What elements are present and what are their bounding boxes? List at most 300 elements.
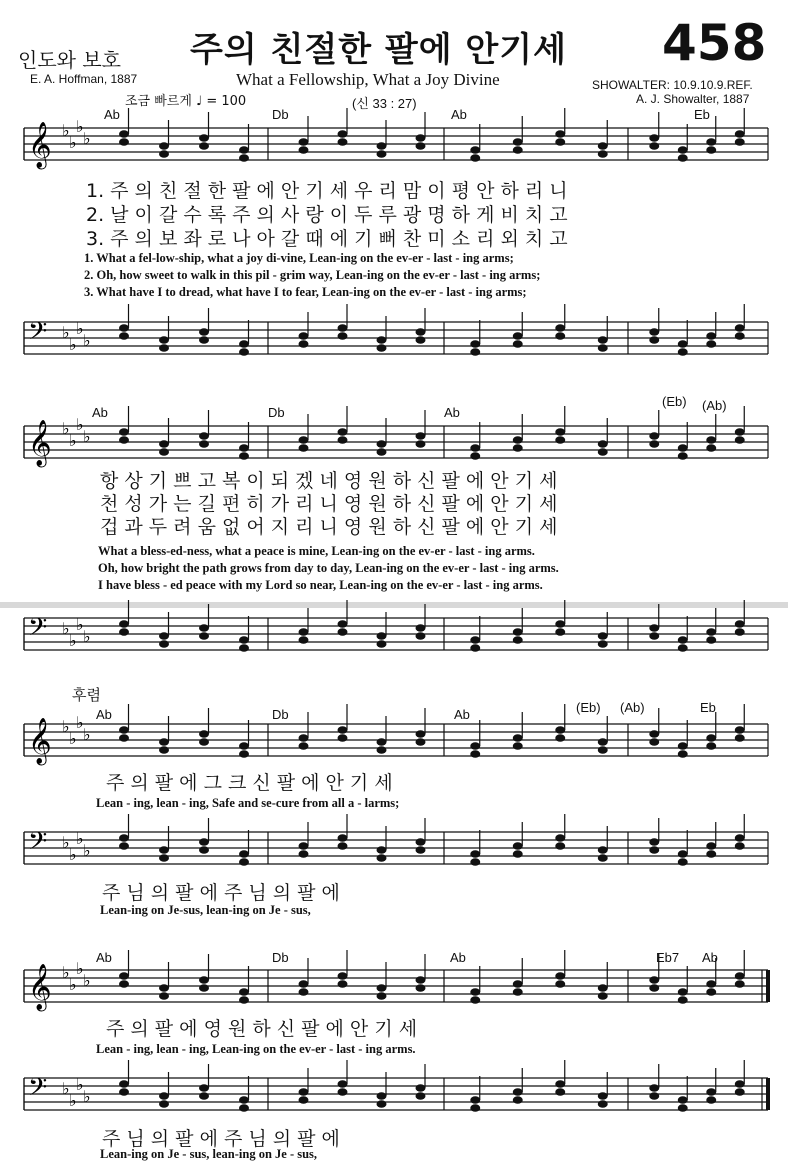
flat-icon: ♭	[69, 729, 77, 748]
english-lyric-verse-2: 2. Oh, how sweet to walk in this pil - grim way, Lean-ing on the ev-er - last - ing arms;	[84, 268, 541, 282]
note-head	[338, 332, 348, 340]
note-head	[470, 340, 480, 348]
flat-icon: ♭	[69, 431, 77, 450]
chord-symbol: (Eb)	[662, 394, 687, 409]
note-head	[598, 336, 608, 344]
note-head	[377, 738, 387, 746]
scripture-reference: (신 33 : 27)	[352, 96, 417, 111]
note-head	[377, 854, 387, 862]
note-head	[416, 1084, 426, 1092]
flat-icon: ♭	[69, 1091, 77, 1110]
english-lyric-verse-1: What a bless-ed-ness, what a peace is mine, Lean-ing on the ev-er - last - ing arms.	[98, 544, 535, 558]
bass-clef-icon: 𝄢	[28, 1073, 48, 1108]
bass-staff	[0, 824, 788, 874]
note-head	[735, 1088, 745, 1096]
chord-symbol: (Ab)	[702, 398, 727, 413]
note-head	[239, 452, 249, 460]
note-head	[159, 846, 169, 854]
flat-icon: ♭	[83, 129, 91, 148]
note-head	[239, 154, 249, 162]
note-head	[199, 632, 209, 640]
note-head	[299, 988, 309, 996]
note-head	[159, 1092, 169, 1100]
note-head	[239, 444, 249, 452]
note-head	[555, 138, 565, 146]
note-head	[706, 444, 716, 452]
composer-credit: A. J. Showalter, 1887	[636, 92, 750, 106]
note-head	[119, 332, 129, 340]
bass-clef-icon: 𝄢	[28, 317, 48, 352]
note-head	[649, 976, 659, 984]
note-head	[299, 628, 309, 636]
flat-icon: ♭	[83, 725, 91, 744]
bass-staff	[0, 610, 788, 660]
note-head	[706, 138, 716, 146]
note-head	[239, 750, 249, 758]
flat-icon: ♭	[62, 121, 70, 140]
note-head	[470, 750, 480, 758]
note-head	[555, 1080, 565, 1088]
note-head	[513, 340, 523, 348]
note-head	[338, 834, 348, 842]
note-head	[735, 842, 745, 850]
chord-symbol: Ab	[451, 107, 467, 122]
note-head	[119, 726, 129, 734]
note-head	[735, 138, 745, 146]
note-head	[416, 838, 426, 846]
note-head	[513, 436, 523, 444]
english-bass-lyric: Lean-ing on Je-sus, lean-ing on Je - sus,	[100, 903, 311, 917]
note-head	[239, 742, 249, 750]
note-head	[470, 742, 480, 750]
flat-icon: ♭	[69, 975, 77, 994]
note-head	[338, 138, 348, 146]
note-head	[555, 1088, 565, 1096]
note-head	[470, 858, 480, 866]
note-head	[598, 640, 608, 648]
note-head	[299, 1096, 309, 1104]
note-head	[649, 730, 659, 738]
note-head	[377, 640, 387, 648]
note-head	[159, 448, 169, 456]
lyricist-credit: E. A. Hoffman, 1887	[30, 72, 138, 86]
flat-icon: ♭	[83, 627, 91, 646]
korean-lyric-verse-3: 겁 과 두 려 움 없 어 지 리 니 영 원 하 신 팔 에 안 기 세	[100, 516, 558, 538]
flat-icon: ♭	[69, 845, 77, 864]
korean-lyric-verse-1: 1. 주 의 친 절 한 팔 에 안 기 세 우 리 맘 이 평 안 하 리 니	[86, 180, 568, 202]
note-head	[706, 742, 716, 750]
hymn-category: 인도와 보호	[18, 48, 121, 72]
note-head	[119, 1088, 129, 1096]
note-head	[199, 336, 209, 344]
note-head	[299, 980, 309, 988]
note-head	[470, 1104, 480, 1112]
note-head	[199, 1092, 209, 1100]
note-head	[377, 150, 387, 158]
note-head	[678, 452, 688, 460]
note-head	[199, 846, 209, 854]
treble-staff	[0, 117, 788, 170]
note-head	[119, 138, 129, 146]
note-head	[678, 858, 688, 866]
note-head	[338, 1080, 348, 1088]
note-head	[119, 620, 129, 628]
note-head	[199, 328, 209, 336]
note-head	[416, 738, 426, 746]
note-head	[735, 436, 745, 444]
note-head	[470, 146, 480, 154]
hymn-title-korean: 주의 친절한 팔에 안기세	[190, 30, 567, 70]
note-head	[678, 348, 688, 356]
note-head	[598, 746, 608, 754]
note-head	[706, 636, 716, 644]
note-head	[649, 432, 659, 440]
flat-icon: ♭	[62, 323, 70, 342]
chord-symbol: Ab	[454, 707, 470, 722]
note-head	[159, 150, 169, 158]
note-head	[678, 750, 688, 758]
note-head	[299, 436, 309, 444]
note-head	[159, 336, 169, 344]
korean-bass-lyric: 주 님 의 팔 에 주 님 의 팔 에	[102, 882, 340, 904]
flat-icon: ♭	[83, 1087, 91, 1106]
note-head	[199, 432, 209, 440]
note-head	[513, 980, 523, 988]
note-head	[377, 746, 387, 754]
korean-lyric-verse-2: 2. 날 이 갈 수 록 주 의 사 랑 이 두 루 광 명 하 게 비 치 고	[86, 204, 568, 226]
note-head	[199, 142, 209, 150]
note-head	[416, 134, 426, 142]
note-head	[735, 332, 745, 340]
note-head	[338, 428, 348, 436]
note-head	[513, 842, 523, 850]
note-head	[678, 636, 688, 644]
note-head	[555, 130, 565, 138]
note-head	[598, 992, 608, 1000]
note-head	[416, 624, 426, 632]
note-head	[470, 850, 480, 858]
note-head	[735, 428, 745, 436]
note-head	[199, 624, 209, 632]
note-head	[513, 1096, 523, 1104]
hymn-number: 458	[662, 14, 767, 72]
note-head	[377, 992, 387, 1000]
note-head	[555, 972, 565, 980]
note-head	[735, 972, 745, 980]
note-head	[377, 448, 387, 456]
note-head	[159, 632, 169, 640]
note-head	[416, 1092, 426, 1100]
note-head	[555, 734, 565, 742]
note-head	[735, 1080, 745, 1088]
note-head	[377, 846, 387, 854]
note-head	[649, 624, 659, 632]
note-head	[649, 846, 659, 854]
flat-icon: ♭	[76, 829, 84, 848]
note-head	[513, 988, 523, 996]
flat-icon: ♭	[62, 419, 70, 438]
chord-symbol: Eb7	[656, 950, 680, 965]
note-head	[239, 636, 249, 644]
note-head	[338, 842, 348, 850]
note-head	[119, 1080, 129, 1088]
flat-icon: ♭	[83, 971, 91, 990]
note-head	[735, 726, 745, 734]
flat-icon: ♭	[62, 1079, 70, 1098]
note-head	[598, 150, 608, 158]
korean-lyric-refrain: 주 의 팔 에 영 원 하 신 팔 에 안 기 세	[106, 1018, 418, 1040]
note-head	[706, 842, 716, 850]
note-head	[159, 854, 169, 862]
english-lyric-refrain: Lean - ing, lean - ing, Lean-ing on the ev-er - last - ing arms.	[96, 1042, 416, 1056]
note-head	[598, 846, 608, 854]
note-head	[119, 834, 129, 842]
flat-icon: ♭	[83, 841, 91, 860]
chord-symbol: Ab	[702, 950, 718, 965]
flat-icon: ♭	[76, 319, 84, 338]
note-head	[338, 324, 348, 332]
note-head	[513, 742, 523, 750]
note-head	[416, 440, 426, 448]
note-head	[513, 636, 523, 644]
note-head	[199, 738, 209, 746]
note-head	[416, 976, 426, 984]
note-head	[470, 154, 480, 162]
note-head	[377, 336, 387, 344]
chord-symbol: Ab	[92, 405, 108, 420]
note-head	[649, 440, 659, 448]
chord-symbol: Eb	[700, 700, 716, 715]
tune-meter: SHOWALTER: 10.9.10.9.REF.	[592, 78, 753, 92]
note-head	[159, 738, 169, 746]
note-head	[159, 344, 169, 352]
note-head	[513, 444, 523, 452]
english-lyric-verse-2: Oh, how bright the path grows from day to day, Lean-ing on the ev-er - last - ing arms.	[98, 561, 559, 575]
hymn-title-english: What a Fellowship, What a Joy Divine	[236, 70, 500, 89]
note-head	[649, 984, 659, 992]
note-head	[377, 1092, 387, 1100]
note-head	[416, 336, 426, 344]
note-head	[239, 850, 249, 858]
chord-symbol: Ab	[450, 950, 466, 965]
note-head	[678, 644, 688, 652]
note-head	[119, 980, 129, 988]
note-head	[706, 340, 716, 348]
note-head	[338, 980, 348, 988]
bass-clef-icon: 𝄢	[28, 827, 48, 862]
note-head	[598, 448, 608, 456]
treble-clef-icon: 𝄞	[28, 420, 52, 466]
note-head	[706, 628, 716, 636]
note-head	[299, 146, 309, 154]
chord-symbol: Ab	[96, 707, 112, 722]
note-head	[338, 436, 348, 444]
note-head	[470, 988, 480, 996]
note-head	[678, 146, 688, 154]
english-lyric-refrain: Lean - ing, lean - ing, Safe and se-cure from all a - larms;	[96, 796, 400, 810]
note-head	[555, 980, 565, 988]
note-head	[299, 1088, 309, 1096]
note-head	[199, 730, 209, 738]
note-head	[299, 444, 309, 452]
scan-divider	[0, 602, 788, 608]
note-head	[735, 980, 745, 988]
note-head	[706, 1096, 716, 1104]
note-head	[513, 146, 523, 154]
note-head	[513, 138, 523, 146]
flat-icon: ♭	[62, 833, 70, 852]
note-head	[199, 838, 209, 846]
note-head	[678, 988, 688, 996]
note-head	[338, 726, 348, 734]
english-bass-lyric: Lean-ing on Je - sus, lean-ing on Je - sus,	[100, 1147, 318, 1161]
note-head	[649, 1084, 659, 1092]
note-head	[338, 972, 348, 980]
flat-icon: ♭	[76, 713, 84, 732]
note-head	[377, 142, 387, 150]
note-head	[735, 620, 745, 628]
note-head	[159, 746, 169, 754]
note-head	[338, 1088, 348, 1096]
chord-symbol: (Ab)	[620, 700, 645, 715]
note-head	[377, 440, 387, 448]
flat-icon: ♭	[69, 631, 77, 650]
note-head	[338, 628, 348, 636]
note-head	[159, 992, 169, 1000]
note-head	[199, 440, 209, 448]
note-head	[706, 1088, 716, 1096]
treble-clef-icon: 𝄞	[28, 964, 52, 1010]
chord-symbol: Db	[272, 107, 289, 122]
note-head	[470, 636, 480, 644]
note-head	[598, 738, 608, 746]
note-head	[119, 628, 129, 636]
note-head	[706, 436, 716, 444]
bass-clef-icon: 𝄢	[28, 613, 48, 648]
note-head	[416, 142, 426, 150]
note-head	[159, 640, 169, 648]
note-head	[649, 134, 659, 142]
note-head	[416, 328, 426, 336]
note-head	[598, 440, 608, 448]
flat-icon: ♭	[62, 717, 70, 736]
note-head	[555, 628, 565, 636]
note-head	[513, 628, 523, 636]
note-head	[678, 742, 688, 750]
note-head	[470, 444, 480, 452]
note-head	[555, 620, 565, 628]
note-head	[119, 436, 129, 444]
note-head	[299, 332, 309, 340]
note-head	[299, 340, 309, 348]
flat-icon: ♭	[76, 1075, 84, 1094]
note-head	[555, 332, 565, 340]
note-head	[555, 834, 565, 842]
flat-icon: ♭	[76, 415, 84, 434]
note-head	[119, 130, 129, 138]
note-head	[239, 858, 249, 866]
note-head	[416, 984, 426, 992]
chord-symbol: Db	[268, 405, 285, 420]
flat-icon: ♭	[69, 133, 77, 152]
treble-staff	[0, 415, 788, 468]
english-lyric-verse-3: 3. What have I to dread, what have I to fear, Lean-ing on the ev-er - last - ing arms;	[84, 285, 527, 299]
chord-symbol: Ab	[444, 405, 460, 420]
note-head	[299, 734, 309, 742]
note-head	[555, 726, 565, 734]
note-head	[119, 324, 129, 332]
note-head	[119, 842, 129, 850]
note-head	[513, 1088, 523, 1096]
note-head	[119, 972, 129, 980]
flat-icon: ♭	[62, 963, 70, 982]
note-head	[159, 440, 169, 448]
refrain-label: 후렴	[72, 686, 101, 704]
note-head	[338, 130, 348, 138]
treble-clef-icon: 𝄞	[28, 122, 52, 168]
treble-clef-icon: 𝄞	[28, 718, 52, 764]
note-head	[649, 738, 659, 746]
note-head	[513, 734, 523, 742]
note-head	[735, 734, 745, 742]
note-head	[470, 1096, 480, 1104]
flat-icon: ♭	[76, 615, 84, 634]
note-head	[649, 328, 659, 336]
note-head	[735, 834, 745, 842]
note-head	[377, 1100, 387, 1108]
note-head	[706, 980, 716, 988]
note-head	[678, 340, 688, 348]
flat-icon: ♭	[83, 427, 91, 446]
korean-lyric-verse-3: 3. 주 의 보 좌 로 나 아 갈 때 에 기 뻐 찬 미 소 리 외 치 고	[86, 228, 568, 250]
english-lyric-verse-1: 1. What a fel-low-ship, what a joy di-vine, Lean-ing on the ev-er - last - ing arms;	[84, 251, 514, 265]
note-head	[678, 850, 688, 858]
note-head	[706, 988, 716, 996]
note-head	[416, 432, 426, 440]
chord-symbol: Eb	[694, 107, 710, 122]
note-head	[239, 996, 249, 1004]
note-head	[338, 734, 348, 742]
note-head	[199, 984, 209, 992]
note-head	[649, 632, 659, 640]
note-head	[239, 146, 249, 154]
flat-icon: ♭	[76, 117, 84, 136]
korean-bass-lyric: 주 님 의 팔 에 주 님 의 팔 에	[102, 1128, 340, 1150]
note-head	[735, 130, 745, 138]
note-head	[159, 984, 169, 992]
note-head	[649, 142, 659, 150]
note-head	[706, 734, 716, 742]
note-head	[299, 138, 309, 146]
korean-lyric-verse-1: 항 상 기 쁘 고 복 이 되 겠 네 영 원 하 신 팔 에 안 기 세	[100, 470, 558, 492]
note-head	[649, 1092, 659, 1100]
note-head	[239, 988, 249, 996]
tempo-marking: 조금 빠르게 ♩ = 100	[125, 94, 247, 109]
chord-symbol: Ab	[104, 107, 120, 122]
note-head	[416, 632, 426, 640]
note-head	[513, 850, 523, 858]
note-head	[678, 996, 688, 1004]
flat-icon: ♭	[62, 619, 70, 638]
note-head	[199, 1084, 209, 1092]
note-head	[598, 1100, 608, 1108]
note-head	[598, 142, 608, 150]
treble-staff	[0, 959, 788, 1012]
note-head	[555, 324, 565, 332]
chord-symbol: Db	[272, 707, 289, 722]
note-head	[299, 850, 309, 858]
note-head	[416, 730, 426, 738]
